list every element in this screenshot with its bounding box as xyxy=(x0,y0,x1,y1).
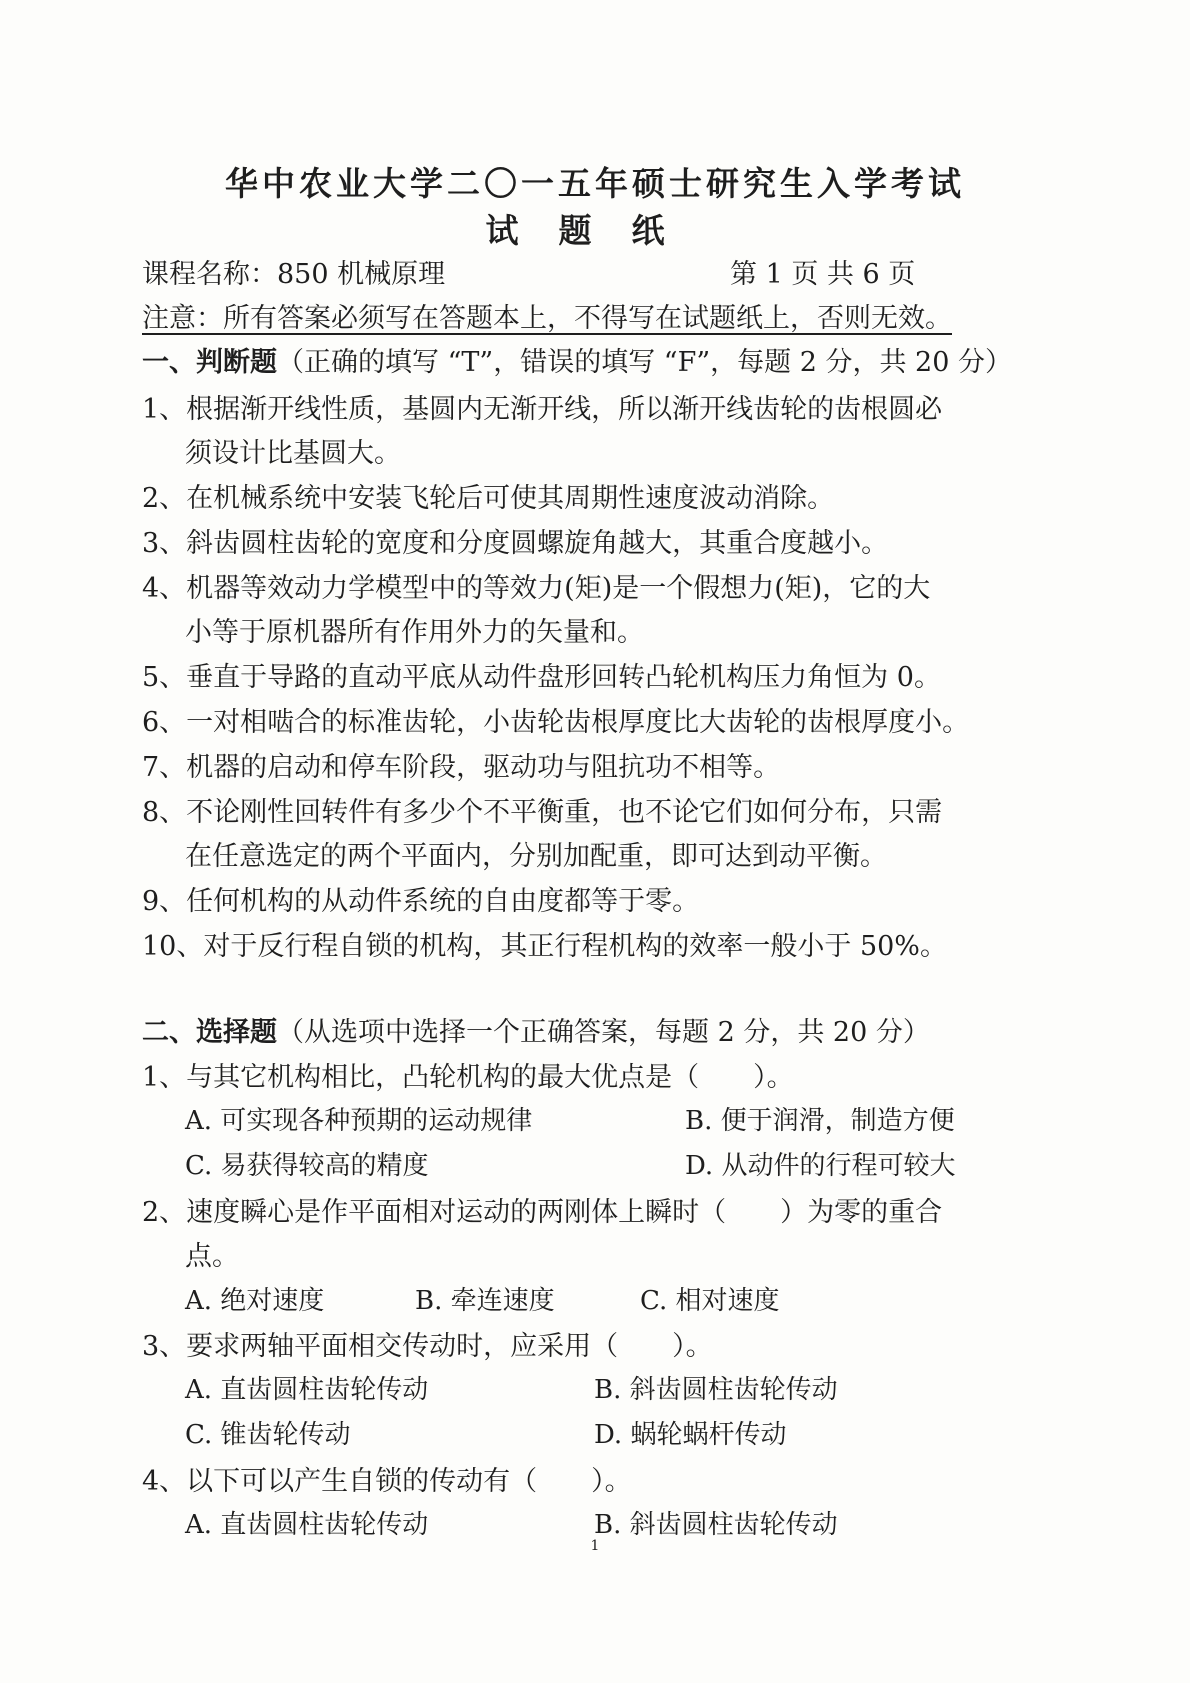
s2-q4: 4、以下可以产生自锁的传动有（ ）。 xyxy=(142,1466,632,1497)
s1-q5: 5、垂直于导路的直动平底从动件盘形回转凸轮机构压力角恒为 0。 xyxy=(142,662,941,693)
s2-q1-option-c: C. 易获得较高的精度 xyxy=(185,1151,429,1181)
s2-q3: 3、要求两轴平面相交传动时，应采用（ ）。 xyxy=(142,1331,713,1362)
s2-q2-option-b: B. 牵连速度 xyxy=(415,1286,555,1316)
s2-q1-option-a: A. 可实现各种预期的运动规律 xyxy=(185,1106,533,1136)
page-number: 1 xyxy=(590,1538,600,1554)
s1-q10: 10、对于反行程自锁的机构，其正行程机构的效率一般小于 50%。 xyxy=(142,931,947,962)
s1-q8-line1: 8、不论刚性回转件有多少个不平衡重，也不论它们如何分布，只需 xyxy=(142,797,943,828)
section2-title: 二、选择题 xyxy=(142,1017,277,1048)
s2-q2-option-c: C. 相对速度 xyxy=(640,1286,780,1316)
s2-q3-option-d: D. 蜗轮蜗杆传动 xyxy=(594,1420,787,1450)
s2-q3-option-b: B. 斜齿圆柱齿轮传动 xyxy=(594,1375,838,1405)
notice: 注意：所有答案必须写在答题本上，不得写在试题纸上，否则无效。 xyxy=(142,303,952,334)
section2-note: （从选项中选择一个正确答案，每题 2 分，共 20 分） xyxy=(277,1017,930,1048)
s1-q8-line2: 在任意选定的两个平面内，分别加配重，即可达到动平衡。 xyxy=(185,841,887,872)
s1-q7: 7、机器的启动和停车阶段，驱动功与阻抗功不相等。 xyxy=(142,752,781,783)
section1-title: 一、判断题 xyxy=(142,347,277,378)
s2-q1: 1、与其它机构相比，凸轮机构的最大优点是（ ）。 xyxy=(142,1062,794,1093)
s1-q1-line1: 1、根据渐开线性质，基圆内无渐开线，所以渐开线齿轮的齿根圆必 xyxy=(142,394,943,425)
s2-q3-option-a: A. 直齿圆柱齿轮传动 xyxy=(185,1375,429,1405)
section1-heading xyxy=(142,340,1012,379)
s2-q2-line2: 点。 xyxy=(185,1241,239,1272)
s1-q4-line1: 4、机器等效动力学模型中的等效力(矩)是一个假想力(矩)，它的大 xyxy=(142,573,931,604)
s1-q6: 6、一对相啮合的标准齿轮，小齿轮齿根厚度比大齿轮的齿根厚度小。 xyxy=(142,707,970,738)
s2-q1-option-d: D. 从动件的行程可较大 xyxy=(685,1151,956,1181)
s1-q3: 3、斜齿圆柱齿轮的宽度和分度圆螺旋角越大，其重合度越小。 xyxy=(142,528,889,559)
s2-q4-option-b: B. 斜齿圆柱齿轮传动 xyxy=(594,1510,838,1540)
s2-q3-option-c: C. 锥齿轮传动 xyxy=(185,1420,351,1450)
section1-note: （正确的填写 “T”，错误的填写 “F”，每题 2 分，共 20 分） xyxy=(277,347,1012,378)
s1-q4-line2: 小等于原机器所有作用外力的矢量和。 xyxy=(185,617,644,648)
s1-q2: 2、在机械系统中安装飞轮后可使其周期性速度波动消除。 xyxy=(142,483,835,514)
section2-heading xyxy=(142,1010,930,1049)
s2-q1-option-b: B. 便于润滑，制造方便 xyxy=(685,1106,955,1136)
s2-q2-option-a: A. 绝对速度 xyxy=(185,1286,325,1316)
exam-title: 华中农业大学二〇一五年硕士研究生入学考试 xyxy=(225,164,965,203)
s2-q2-line1: 2、速度瞬心是作平面相对运动的两刚体上瞬时（ ）为零的重合 xyxy=(142,1197,943,1228)
s1-q1-line2: 须设计比基圆大。 xyxy=(185,438,401,469)
exam-subtitle: 试题纸 xyxy=(485,211,705,250)
page-info: 第 1 页 共 6 页 xyxy=(730,259,916,290)
s2-q4-option-a: A. 直齿圆柱齿轮传动 xyxy=(185,1510,429,1540)
course-name: 课程名称：850 机械原理 xyxy=(142,259,446,290)
s1-q9: 9、任何机构的从动件系统的自由度都等于零。 xyxy=(142,886,700,917)
